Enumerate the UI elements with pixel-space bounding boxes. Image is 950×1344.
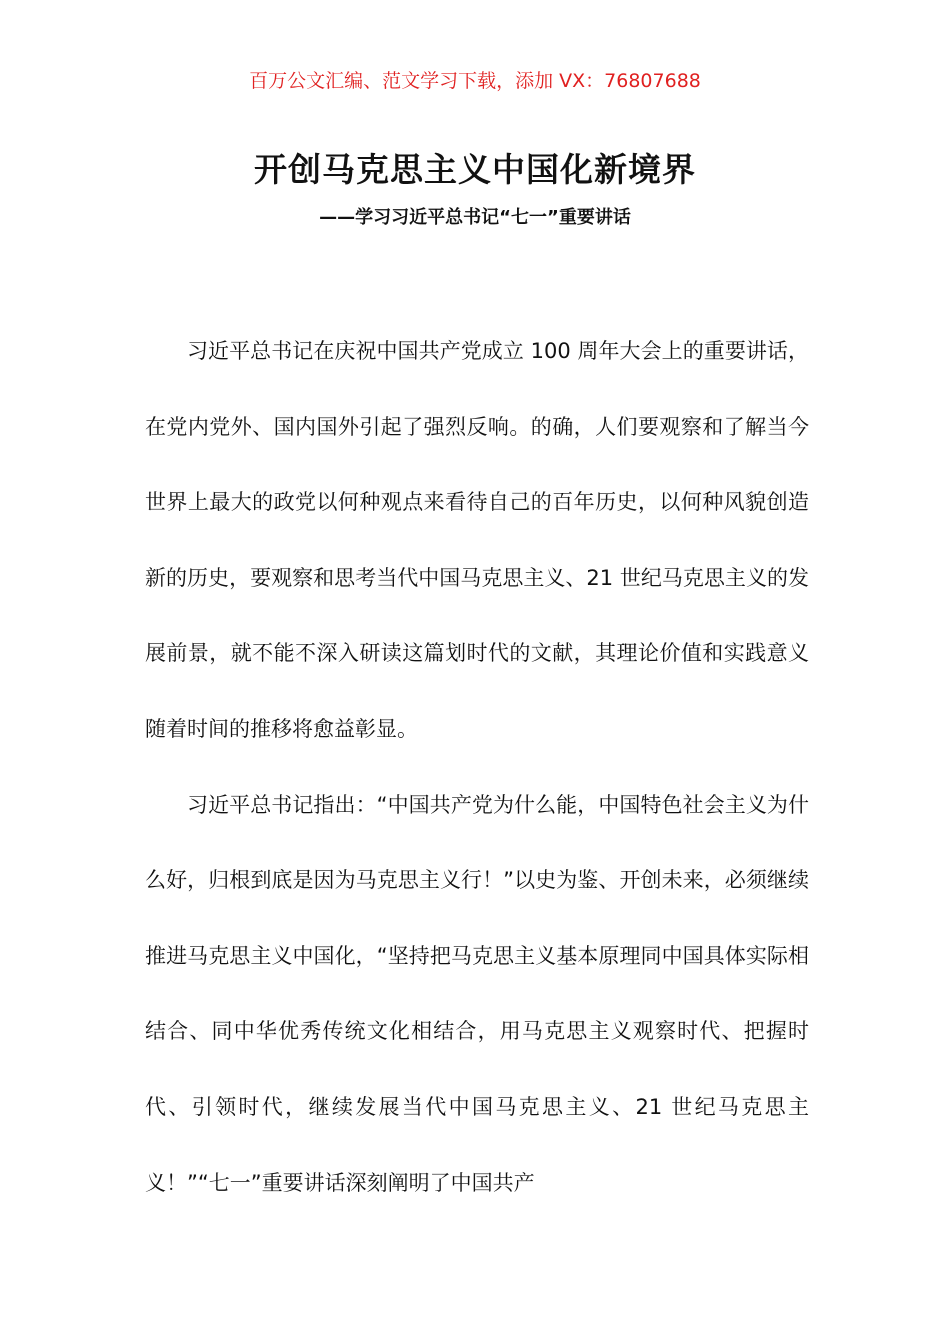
document-title: 开创马克思主义中国化新境界	[254, 150, 696, 189]
document-subtitle: ——学习习近平总书记“七一”重要讲话	[319, 207, 631, 228]
document-body	[145, 314, 809, 1221]
watermark-header-note: 百万公文汇编、范文学习下载，添加 VX：76807688	[249, 70, 701, 92]
body-paragraph: 习近平总书记指出：“中国共产党为什么能，中国特色社会主义为什么好，归根到底是因为马克思主义行！”以史为鉴、开创未来，必须继续推进马克思主义中国化，“坚持把马克思主义基本原理同中国具体实际相结合、同中华优秀传统文化相结合，用马克思主义观察时代、把握时代、引领时代，继续发展当代中国马克思主义、21 世纪马克思主义！”“七一”重要讲话深刻阐明了中国共产	[145, 792, 809, 1195]
body-paragraph: 习近平总书记在庆祝中国共产党成立 100 周年大会上的重要讲话，在党内党外、国内国外引起了强烈反响。的确，人们要观察和了解当今世界上最大的政党以何种观点来看待自己的百年历史，以何种风貌创造新的历史，要观察和思考当代中国马克思主义、21 世纪马克思主义的发展前景，就不能不深入研读这篇划时代的文献，其理论价值和实践意义随着时间的推移将愈益彰显。	[145, 339, 809, 741]
